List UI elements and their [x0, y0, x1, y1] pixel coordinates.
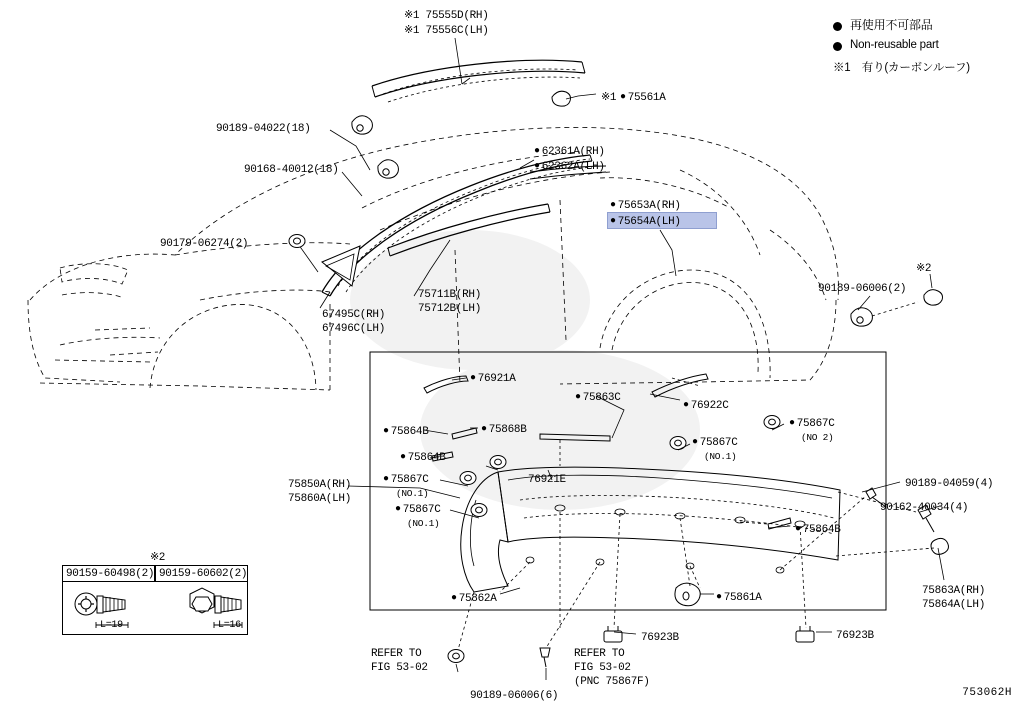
legend-item-0: 再使用不可部品 [850, 18, 933, 32]
callout-c24: ● 75868B [481, 424, 527, 437]
fastener-col-0: 90159-60498(2) [66, 568, 155, 580]
watermark [350, 230, 700, 510]
callout-c33: ● 75867C [395, 504, 441, 517]
legend-dot-2 [833, 42, 842, 51]
callout-c18: ● 76921A [470, 373, 516, 386]
diagram-code: 753062H [962, 687, 1012, 699]
callout-c31: ● 75867C [383, 474, 429, 487]
refer-to-1-line2: FIG 53-02 [371, 662, 428, 674]
callout-c28: 76921E [528, 474, 566, 486]
callout-c1: ※1 75555D(RH) [404, 10, 489, 22]
callout-c12: 75711B(RH) [418, 289, 482, 301]
callout-c14: 67495C(RH) [322, 309, 386, 321]
refer-to-2-line3: (PNC 75867F) [574, 676, 650, 688]
callout-c10: ● 75653A(RH) [610, 200, 681, 213]
callout-c43: 76923B [836, 630, 874, 642]
callout-c22: (NO 2) [801, 432, 834, 443]
legend-note: ※1 有り(カーボンルーフ) [833, 62, 970, 74]
callout-c37: ● 75864B [795, 524, 841, 537]
callout-c15: 67496C(LH) [322, 323, 386, 335]
callout-c3: ※1 [601, 92, 617, 104]
callout-c41: ● 75861A [716, 592, 762, 605]
callout-c34: (NO.1) [407, 518, 440, 529]
clip-90179-06274 [289, 235, 305, 248]
callout-c21: ● 75867C [789, 418, 835, 431]
callout-c38: 75863A(RH) [922, 585, 986, 597]
callout-c26: (NO.1) [704, 451, 737, 462]
refer-to-2-line2: FIG 53-02 [574, 662, 631, 674]
callout-c35: 90189-04059(4) [905, 478, 994, 490]
clip-90168-40012 [378, 160, 399, 178]
callout-c39: 75864A(LH) [922, 599, 986, 611]
fastener-length-0: L=19 [100, 620, 123, 631]
callout-c20: ● 76922C [683, 400, 729, 413]
callout-c19: ● 75863C [575, 392, 621, 405]
callout-c44: 90189-06006(6) [470, 690, 559, 702]
callout-c40: ● 75862A [451, 593, 497, 606]
callout-c13: 75712B(LH) [418, 303, 482, 315]
legend-dot-1 [833, 22, 842, 31]
leader-75653a [660, 230, 676, 276]
fastener-col-1: 90159-60602(2) [159, 568, 248, 580]
callout-c4: ● 75561A [620, 92, 666, 105]
callout-c11: ● 75654A(LH) [610, 216, 681, 229]
callout-c29: 75850A(RH) [288, 479, 352, 491]
callout-c8: ● 62361A(RH) [534, 146, 605, 159]
fastener-table-marker: ※2 [150, 551, 165, 563]
callout-c17: ※2 [916, 263, 932, 275]
clip-90189-04022 [352, 116, 373, 134]
callout-c36: 90162-40034(4) [880, 502, 969, 514]
callout-c16: 90189-06006(2) [818, 283, 907, 295]
callout-c23: ● 75864B [383, 426, 429, 439]
legend-item-1: Non-reusable part [850, 39, 939, 51]
callout-c5: 90189-04022(18) [216, 123, 311, 135]
refer-to-2-line1: REFER TO [574, 648, 625, 660]
callout-c6: 90168-40012(18) [244, 164, 339, 176]
callout-c42: 76923B [641, 632, 679, 644]
callout-c25: ● 75867C [692, 437, 738, 450]
callout-c2: ※1 75556C(LH) [404, 25, 489, 37]
callout-c27: ● 75864B [400, 452, 446, 465]
callout-c7: 90179-06274(2) [160, 238, 249, 250]
callout-c32: (NO.1) [396, 488, 429, 499]
callout-c9: ● 62362A(LH) [534, 161, 605, 174]
refer-to-1-line1: REFER TO [371, 648, 422, 660]
callout-c30: 75860A(LH) [288, 493, 352, 505]
clip-75561a [552, 91, 596, 106]
fastener-length-1: L=16 [218, 620, 241, 631]
